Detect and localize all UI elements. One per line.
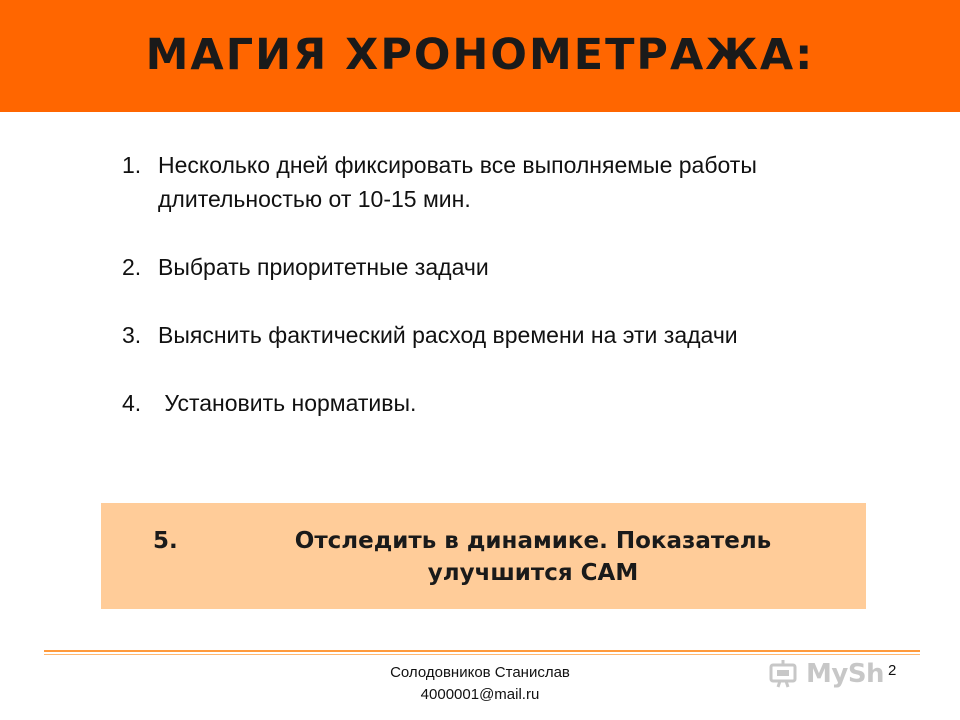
footer-divider: [44, 650, 920, 652]
list-item-text: Установить нормативы.: [158, 390, 417, 416]
list-item-number: 2.: [122, 254, 142, 280]
numbered-list: [122, 148, 842, 454]
highlight-number: 5.: [153, 528, 178, 554]
slide-title: МАГИЯ ХРОНОМЕТРАЖА:: [145, 30, 815, 80]
highlight-box: [101, 503, 866, 609]
list-item: [122, 386, 842, 420]
list-item-text: Выбрать приоритетные задачи: [158, 254, 489, 280]
watermark: [768, 658, 928, 690]
author-email: 4000001@mail.ru: [420, 686, 540, 703]
list-item-number: 3.: [122, 322, 142, 348]
list-item-number: 1.: [122, 152, 142, 178]
highlight-item: [153, 525, 843, 589]
watermark-text: MySh: [806, 659, 885, 689]
highlight-text: Отследить в динамике. Показатель улучшится САМ: [294, 528, 772, 586]
title-bar: [0, 0, 960, 112]
list-item-text: Несколько дней фиксировать все выполняемые работы длительностью от 10-15 мин.: [158, 152, 757, 212]
list-item-number: 4.: [122, 390, 142, 416]
list-item: [122, 318, 842, 352]
list-item: [122, 250, 842, 284]
mysharedru-logo-icon: [768, 659, 802, 689]
list-item-text: Выяснить фактический расход времени на эти задачи: [158, 322, 738, 348]
page-number: 2: [888, 662, 897, 679]
footer-divider-thin: [44, 654, 920, 655]
list-item: [122, 148, 842, 216]
author-name: Солодовников Станислав: [390, 664, 570, 681]
footer-author: [330, 662, 630, 706]
